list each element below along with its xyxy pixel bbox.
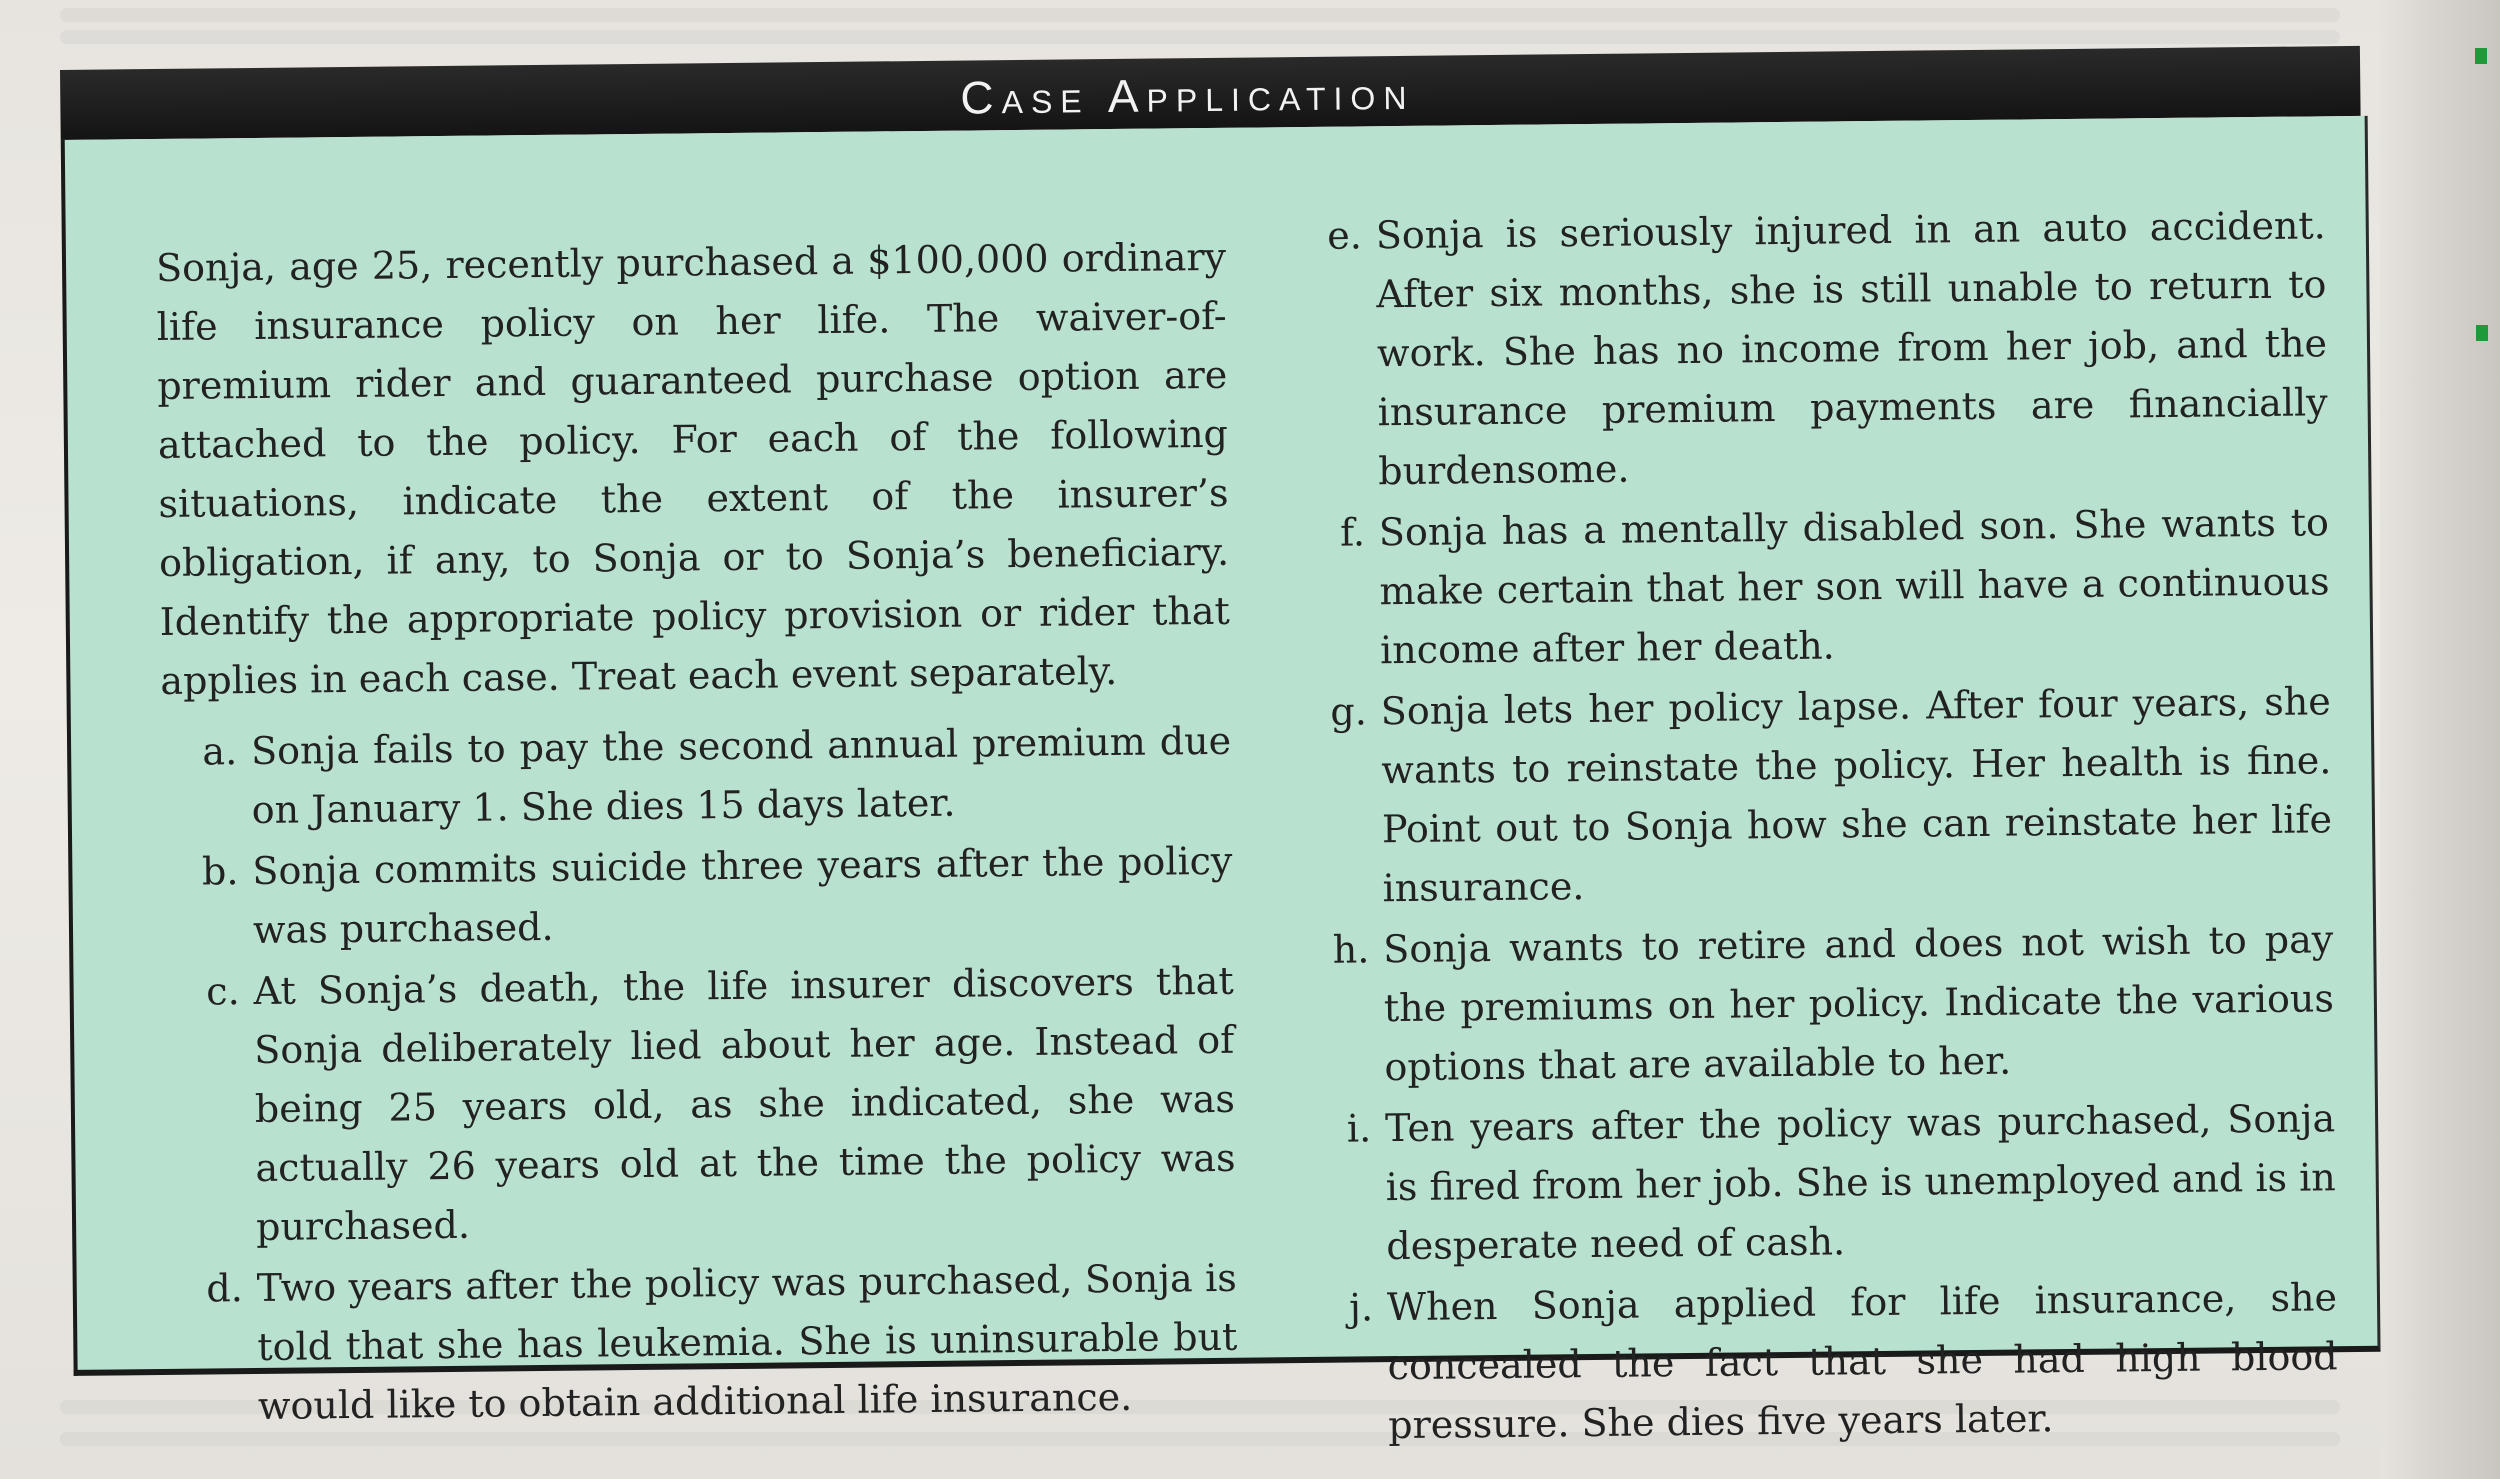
book-edge	[2380, 0, 2500, 1479]
item-letter: a.	[202, 729, 238, 774]
item-text: Sonja has a mentally disabled son. She wants to make certain that her son will have a continuous income after her death.	[1378, 500, 2330, 673]
edge-marker	[2476, 325, 2488, 341]
list-item	[1309, 493, 2331, 681]
item-letter: h.	[1332, 927, 1370, 972]
item-letter: g.	[1330, 689, 1368, 734]
right-column	[1306, 196, 2339, 1458]
item-letter: d.	[206, 1266, 243, 1311]
item-letter: j.	[1348, 1285, 1374, 1330]
list-item	[1310, 672, 2332, 919]
list-item	[1306, 196, 2329, 502]
edge-marker	[2475, 48, 2487, 64]
left-column	[156, 228, 1239, 1439]
item-text: Sonja commits suicide three years after the policy was purchased.	[252, 838, 1233, 953]
item-text: At Sonja’s death, the life insurer discovers that Sonja deliberately lied about her age. Instead of being 25 years old, as she indicated, she was actually 26 years old at the time the policy was purchased.	[253, 958, 1236, 1250]
item-letter: e.	[1326, 213, 1363, 258]
show-through-line	[60, 30, 2340, 44]
list-item	[161, 712, 1232, 841]
list-item	[166, 1249, 1238, 1437]
list-item	[1317, 1268, 2339, 1456]
item-text: Two years after the policy was purchased, Sonja is told that she has leukemia. She is uninsurable but would like to obtain additional life insurance.	[256, 1255, 1238, 1428]
item-letter: f.	[1339, 510, 1366, 555]
list-item	[163, 952, 1236, 1258]
item-text: Ten years after the policy was purchased, Sonja is fired from her job. She is unemployed and is in desperate need of cash.	[1384, 1096, 2336, 1269]
item-text: Sonja fails to pay the second annual premium due on January 1. She dies 15 days later.	[250, 718, 1232, 833]
list-item	[162, 832, 1233, 961]
item-text: Sonja is seriously injured in an auto accident. After six months, she is still unable to return to work. She has no income from her job, and the insurance premium payments are financially burdensome.	[1375, 203, 2328, 494]
item-letter: b.	[201, 849, 239, 894]
intro-paragraph: Sonja, age 25, recently purchased a $100,000 ordinary life insurance policy on her life. The waiver-of-premium rider and guaranteed purchase option are attached to the policy. For each of the following situations, indicate the extent of the insurer’s obligation, if any, to Sonja or to Sonja’s beneficiary. Identify the appropriate policy provision or rider that applies in each case. Treat each event separately.	[155, 234, 1230, 703]
item-text: Sonja lets her policy lapse. After four years, she wants to reinstate the policy. Her health is fine. Point out to Sonja how she can reinstate her life insurance.	[1380, 679, 2333, 911]
case-application-box	[60, 46, 2373, 1448]
list-item	[1313, 910, 2335, 1098]
item-text: When Sonja applied for life insurance, she concealed the fact that she had high blood pressure. She dies five years later.	[1386, 1275, 2338, 1448]
case-application-title: Case Application	[960, 66, 1415, 124]
item-letter: i.	[1346, 1106, 1372, 1151]
show-through-line	[60, 8, 2340, 22]
case-body-panel	[61, 116, 2381, 1448]
item-letter: c.	[206, 969, 240, 1014]
list-item	[1315, 1089, 2337, 1277]
item-text: Sonja wants to retire and does not wish to pay the premiums on her policy. Indicate the various options that are available to her.	[1383, 917, 2335, 1090]
